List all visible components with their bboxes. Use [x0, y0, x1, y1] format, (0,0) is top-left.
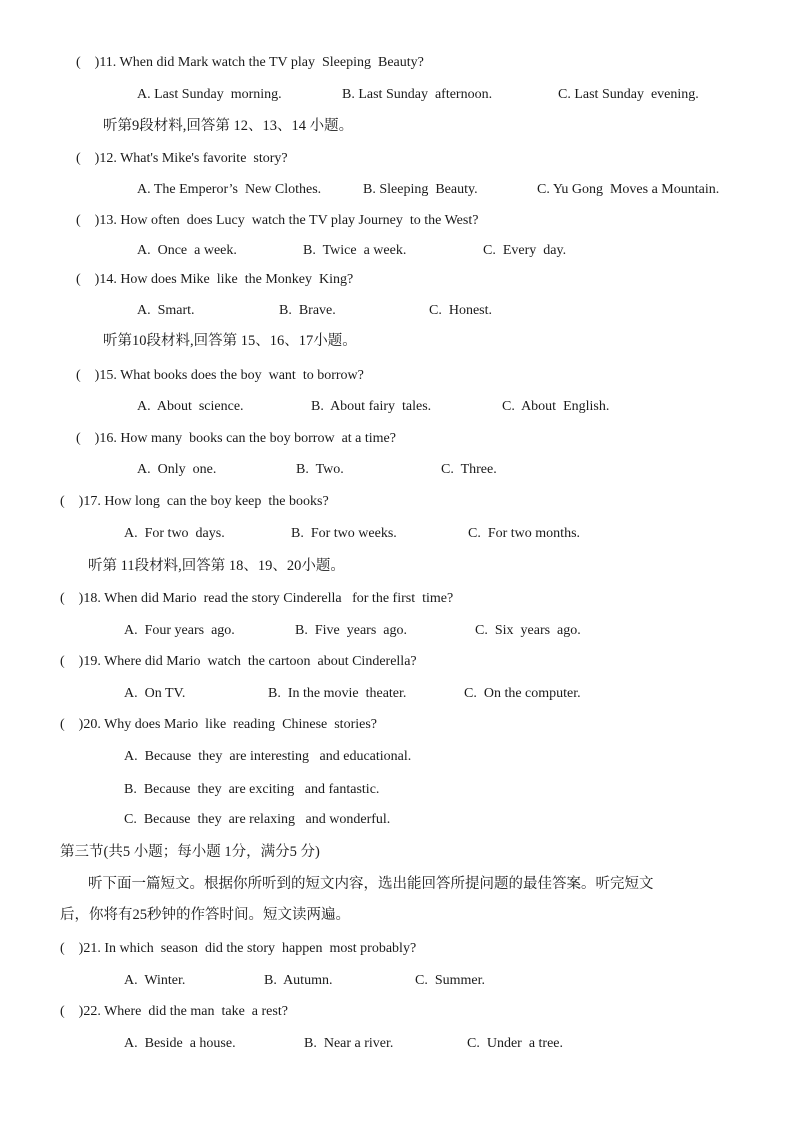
question-19: ( )19. Where did Mario watch the cartoon about Cinderella? [60, 654, 417, 669]
question-17: ( )17. How long can the boy keep the books? [60, 494, 329, 509]
question-16: ( )16. How many books can the boy borrow at a time? [76, 431, 396, 446]
q12-option-b: B. Sleeping Beauty. [363, 182, 478, 197]
q19-option-b: B. In the movie theater. [268, 686, 407, 701]
q13-option-b: B. Twice a week. [303, 243, 407, 258]
q14-option-c: C. Honest. [429, 303, 492, 318]
section-instruction-11: 听第 11段材料,回答第 18、19、20小题。 [88, 558, 345, 574]
q22-option-a: A. Beside a house. [124, 1036, 236, 1051]
question-13: ( )13. How often does Lucy watch the TV play Journey to the West? [76, 213, 479, 228]
question-22: ( )22. Where did the man take a rest? [60, 1004, 288, 1019]
question-15: ( )15. What books does the boy want to borrow? [76, 368, 364, 383]
q14-option-b: B. Brave. [279, 303, 336, 318]
q21-option-c: C. Summer. [415, 973, 486, 988]
q11-option-b: B. Last Sunday afternoon. [342, 87, 493, 102]
section-three-heading: 第三节(共5 小题；每小题 1分，满分5 分) [60, 844, 320, 860]
question-12: ( )12. What's Mike's favorite story? [76, 151, 288, 166]
q18-option-b: B. Five years ago. [295, 623, 407, 638]
question-20: ( )20. Why does Mario like reading Chinese stories? [60, 717, 378, 732]
q14-option-a: A. Smart. [137, 303, 195, 318]
q17-option-a: A. For two days. [124, 526, 225, 541]
q19-option-c: C. On the computer. [464, 686, 581, 701]
section-instruction-9: 听第9段材料,回答第 12、13、14 小题。 [103, 118, 354, 134]
q21-option-a: A. Winter. [124, 973, 186, 988]
section-three-instruction-line1: 听下面一篇短文。根据你所听到的短文内容，选出能回答所提问题的最佳答案。听完短文 [88, 876, 654, 892]
q12-option-c: C. Yu Gong Moves a Mountain. [537, 182, 720, 197]
q20-option-b: B. Because they are exciting and fantastic. [124, 782, 380, 797]
question-21: ( )21. In which season did the story happen most probably? [60, 941, 417, 956]
q22-option-c: C. Under a tree. [467, 1036, 564, 1051]
section-three-instruction-line2: 后，你将有25秒钟的作答时间。短文读两遍。 [60, 907, 350, 923]
question-18: ( )18. When did Mario read the story Cinderella for the first time? [60, 591, 454, 606]
q16-option-b: B. Two. [296, 462, 344, 477]
q11-option-c: C. Last Sunday evening. [558, 87, 699, 102]
q22-option-b: B. Near a river. [304, 1036, 394, 1051]
q13-option-a: A. Once a week. [137, 243, 237, 258]
q19-option-a: A. On TV. [124, 686, 186, 701]
q16-option-c: C. Three. [441, 462, 497, 477]
q20-option-a: A. Because they are interesting and educational. [124, 749, 412, 764]
q13-option-c: C. Every day. [483, 243, 567, 258]
q21-option-b: B. Autumn. [264, 973, 333, 988]
section-instruction-10: 听第10段材料,回答第 15、16、17小题。 [103, 333, 357, 349]
q15-option-b: B. About fairy tales. [311, 399, 432, 414]
q15-option-c: C. About English. [502, 399, 610, 414]
q20-option-c: C. Because they are relaxing and wonderful. [124, 812, 391, 827]
q16-option-a: A. Only one. [137, 462, 217, 477]
q12-option-a: A. The Emperor’s New Clothes. [137, 182, 322, 197]
q17-option-c: C. For two months. [468, 526, 581, 541]
q11-option-a: A. Last Sunday morning. [137, 87, 282, 102]
q18-option-a: A. Four years ago. [124, 623, 235, 638]
q15-option-a: A. About science. [137, 399, 244, 414]
q18-option-c: C. Six years ago. [475, 623, 581, 638]
q17-option-b: B. For two weeks. [291, 526, 397, 541]
question-11: ( )11. When did Mark watch the TV play Sleeping Beauty? [76, 55, 424, 70]
question-14: ( )14. How does Mike like the Monkey King? [76, 272, 354, 287]
